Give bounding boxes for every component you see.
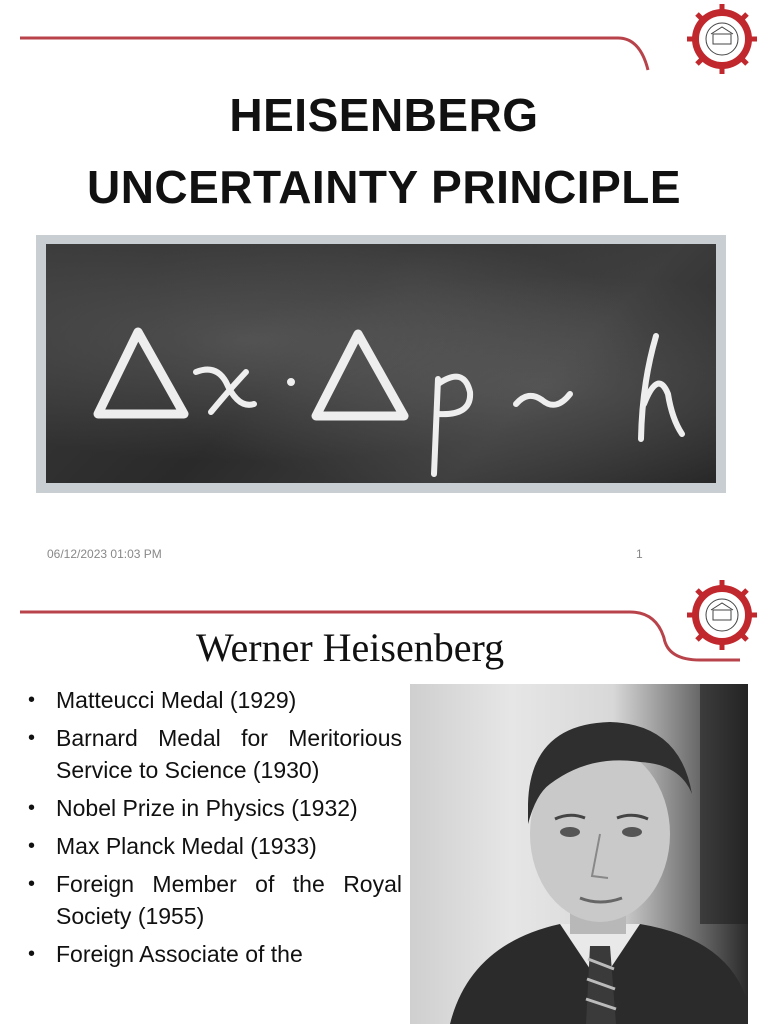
portrait-photo xyxy=(410,684,748,1024)
list-item: • Barnard Medal for Meritorious Service to Science (1930) xyxy=(28,722,402,786)
header-accent-line xyxy=(0,0,768,80)
slide-title: Werner Heisenberg xyxy=(195,625,505,670)
slide-page-number: 1 xyxy=(636,547,643,561)
awards-list xyxy=(28,684,402,976)
list-item: • Foreign Associate of the xyxy=(28,938,402,970)
chalkboard-image xyxy=(36,235,726,493)
chalk-formula-drawing xyxy=(46,244,716,483)
list-item: • Nobel Prize in Physics (1932) xyxy=(28,792,402,824)
slide-2 xyxy=(0,576,768,1024)
university-seal-icon xyxy=(683,580,761,650)
portrait-illustration xyxy=(410,684,748,1024)
university-seal-icon xyxy=(683,4,761,74)
list-item: • Foreign Member of the Royal Society (1955) xyxy=(28,868,402,932)
chalkboard xyxy=(46,244,716,483)
list-item: • Matteucci Medal (1929) xyxy=(28,684,402,716)
slide-title-line-2: UNCERTAINTY PRINCIPLE xyxy=(86,161,682,213)
slide-date: 06/12/2023 01:03 PM xyxy=(47,547,162,561)
list-item: • Max Planck Medal (1933) xyxy=(28,830,402,862)
slide-title-line-1: HEISENBERG xyxy=(229,89,539,141)
